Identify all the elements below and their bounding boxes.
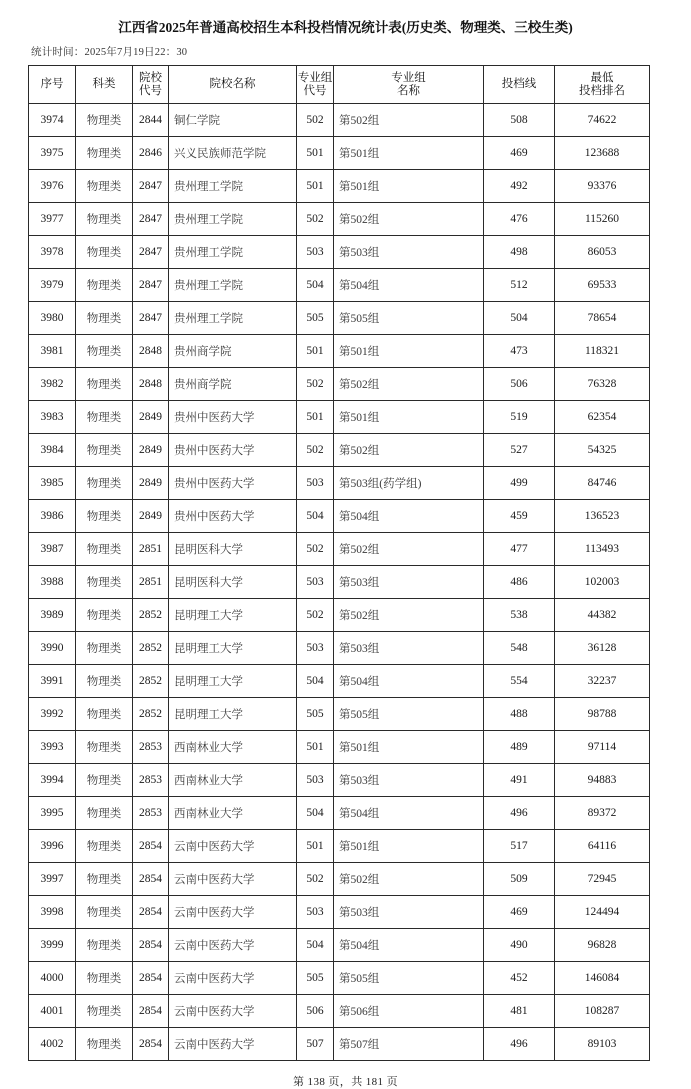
cell-lowest-rank: 102003 <box>555 566 650 599</box>
cell-score-line: 452 <box>484 962 555 995</box>
cell-score-line: 481 <box>484 995 555 1028</box>
cell-college-name: 云南中医药大学 <box>169 995 297 1028</box>
lowest-rank-line2: 投档排名 <box>579 84 625 97</box>
cell-sequence: 3998 <box>29 896 76 929</box>
table-row <box>29 632 650 665</box>
cell-category: 物理类 <box>76 698 133 731</box>
table-row <box>29 137 650 170</box>
cell-lowest-rank: 36128 <box>555 632 650 665</box>
cell-college-name: 云南中医药大学 <box>169 929 297 962</box>
cell-sequence: 3999 <box>29 929 76 962</box>
cell-group-code: 501 <box>297 170 334 203</box>
column-header-score-line: 投档线 <box>484 66 555 104</box>
cell-lowest-rank: 108287 <box>555 995 650 1028</box>
cell-lowest-rank: 124494 <box>555 896 650 929</box>
cell-category: 物理类 <box>76 665 133 698</box>
cell-sequence: 3975 <box>29 137 76 170</box>
cell-category: 物理类 <box>76 269 133 302</box>
cell-score-line: 548 <box>484 632 555 665</box>
cell-lowest-rank: 84746 <box>555 467 650 500</box>
cell-group-code: 503 <box>297 236 334 269</box>
cell-group-name: 第502组 <box>334 104 484 137</box>
cell-category: 物理类 <box>76 1028 133 1061</box>
cell-category: 物理类 <box>76 599 133 632</box>
cell-score-line: 512 <box>484 269 555 302</box>
cell-group-code: 503 <box>297 764 334 797</box>
cell-score-line: 486 <box>484 566 555 599</box>
cell-college-code: 2854 <box>133 863 169 896</box>
table-header <box>29 66 650 104</box>
table-row <box>29 599 650 632</box>
cell-group-code: 503 <box>297 566 334 599</box>
cell-college-name: 贵州中医药大学 <box>169 500 297 533</box>
cell-college-code: 2852 <box>133 599 169 632</box>
cell-group-name: 第505组 <box>334 962 484 995</box>
cell-group-name: 第502组 <box>334 599 484 632</box>
cell-college-name: 兴义民族师范学院 <box>169 137 297 170</box>
cell-group-name: 第503组 <box>334 236 484 269</box>
cell-score-line: 469 <box>484 896 555 929</box>
cell-sequence: 3991 <box>29 665 76 698</box>
cell-college-code: 2849 <box>133 434 169 467</box>
cell-group-code: 502 <box>297 863 334 896</box>
table-row <box>29 434 650 467</box>
cell-sequence: 3986 <box>29 500 76 533</box>
cell-lowest-rank: 78654 <box>555 302 650 335</box>
table-row <box>29 533 650 566</box>
group-code-line1: 专业组 <box>297 71 333 84</box>
cell-group-name: 第502组 <box>334 368 484 401</box>
cell-lowest-rank: 54325 <box>555 434 650 467</box>
cell-group-code: 504 <box>297 269 334 302</box>
cell-score-line: 496 <box>484 1028 555 1061</box>
cell-college-name: 贵州中医药大学 <box>169 401 297 434</box>
table-row <box>29 830 650 863</box>
cell-score-line: 508 <box>484 104 555 137</box>
cell-college-code: 2852 <box>133 632 169 665</box>
cell-category: 物理类 <box>76 731 133 764</box>
cell-college-code: 2847 <box>133 236 169 269</box>
cell-group-name: 第504组 <box>334 929 484 962</box>
cell-sequence: 3989 <box>29 599 76 632</box>
cell-lowest-rank: 89103 <box>555 1028 650 1061</box>
cell-score-line: 473 <box>484 335 555 368</box>
table-row <box>29 896 650 929</box>
cell-score-line: 488 <box>484 698 555 731</box>
cell-category: 物理类 <box>76 368 133 401</box>
cell-group-name: 第501组 <box>334 731 484 764</box>
cell-category: 物理类 <box>76 764 133 797</box>
cell-college-name: 云南中医药大学 <box>169 896 297 929</box>
cell-group-name: 第502组 <box>334 434 484 467</box>
statistics-time: 统计时间：2025年7月19日22：30 <box>31 47 188 58</box>
cell-group-code: 504 <box>297 929 334 962</box>
cell-lowest-rank: 69533 <box>555 269 650 302</box>
cell-college-code: 2854 <box>133 962 169 995</box>
cell-college-name: 贵州理工学院 <box>169 269 297 302</box>
table-row <box>29 1028 650 1061</box>
cell-group-name: 第504组 <box>334 665 484 698</box>
cell-group-name: 第505组 <box>334 302 484 335</box>
cell-score-line: 490 <box>484 929 555 962</box>
cell-category: 物理类 <box>76 797 133 830</box>
cell-group-code: 504 <box>297 665 334 698</box>
cell-lowest-rank: 72945 <box>555 863 650 896</box>
cell-lowest-rank: 86053 <box>555 236 650 269</box>
cell-sequence: 3980 <box>29 302 76 335</box>
cell-college-name: 贵州商学院 <box>169 335 297 368</box>
table-row <box>29 368 650 401</box>
cell-college-name: 昆明理工大学 <box>169 632 297 665</box>
cell-college-name: 昆明理工大学 <box>169 698 297 731</box>
table-row <box>29 698 650 731</box>
cell-category: 物理类 <box>76 335 133 368</box>
cell-college-code: 2854 <box>133 896 169 929</box>
table-row <box>29 335 650 368</box>
table-row <box>29 500 650 533</box>
cell-group-code: 505 <box>297 698 334 731</box>
cell-group-code: 503 <box>297 896 334 929</box>
cell-college-code: 2849 <box>133 467 169 500</box>
column-header-group-name <box>334 66 484 104</box>
table-row <box>29 467 650 500</box>
cell-group-code: 507 <box>297 1028 334 1061</box>
cell-college-code: 2853 <box>133 764 169 797</box>
cell-score-line: 496 <box>484 797 555 830</box>
cell-college-name: 西南林业大学 <box>169 764 297 797</box>
cell-score-line: 498 <box>484 236 555 269</box>
cell-category: 物理类 <box>76 830 133 863</box>
cell-college-name: 西南林业大学 <box>169 797 297 830</box>
cell-group-code: 501 <box>297 401 334 434</box>
cell-group-name: 第503组 <box>334 566 484 599</box>
page-footer: 第 138 页，共 181 页 <box>293 1076 398 1088</box>
cell-category: 物理类 <box>76 236 133 269</box>
cell-group-code: 503 <box>297 467 334 500</box>
cell-category: 物理类 <box>76 170 133 203</box>
cell-group-code: 502 <box>297 368 334 401</box>
cell-sequence: 3997 <box>29 863 76 896</box>
cell-lowest-rank: 94883 <box>555 764 650 797</box>
cell-group-name: 第503组(药学组) <box>334 467 484 500</box>
cell-category: 物理类 <box>76 302 133 335</box>
cell-college-name: 贵州理工学院 <box>169 302 297 335</box>
cell-lowest-rank: 74622 <box>555 104 650 137</box>
cell-group-name: 第502组 <box>334 203 484 236</box>
cell-sequence: 3976 <box>29 170 76 203</box>
cell-college-name: 铜仁学院 <box>169 104 297 137</box>
cell-category: 物理类 <box>76 467 133 500</box>
cell-group-code: 504 <box>297 797 334 830</box>
cell-college-code: 2848 <box>133 368 169 401</box>
cell-group-name: 第504组 <box>334 269 484 302</box>
cell-group-name: 第504组 <box>334 500 484 533</box>
cell-category: 物理类 <box>76 962 133 995</box>
cell-group-name: 第505组 <box>334 698 484 731</box>
cell-lowest-rank: 64116 <box>555 830 650 863</box>
cell-group-code: 506 <box>297 995 334 1028</box>
table-row <box>29 929 650 962</box>
cell-group-name: 第502组 <box>334 863 484 896</box>
cell-sequence: 3995 <box>29 797 76 830</box>
cell-group-name: 第501组 <box>334 335 484 368</box>
cell-college-code: 2849 <box>133 401 169 434</box>
cell-college-name: 贵州中医药大学 <box>169 434 297 467</box>
column-header-lowest-rank <box>555 66 650 104</box>
cell-group-code: 501 <box>297 731 334 764</box>
cell-sequence: 3978 <box>29 236 76 269</box>
cell-category: 物理类 <box>76 863 133 896</box>
cell-lowest-rank: 115260 <box>555 203 650 236</box>
cell-group-code: 501 <box>297 137 334 170</box>
cell-score-line: 469 <box>484 137 555 170</box>
cell-college-code: 2846 <box>133 137 169 170</box>
cell-category: 物理类 <box>76 401 133 434</box>
table-body <box>29 104 650 1061</box>
column-header-sequence: 序号 <box>29 66 76 104</box>
cell-group-code: 505 <box>297 302 334 335</box>
cell-college-code: 2851 <box>133 566 169 599</box>
cell-college-name: 贵州理工学院 <box>169 170 297 203</box>
cell-score-line: 517 <box>484 830 555 863</box>
cell-sequence: 3974 <box>29 104 76 137</box>
cell-college-code: 2849 <box>133 500 169 533</box>
cell-group-name: 第501组 <box>334 170 484 203</box>
cell-college-name: 贵州中医药大学 <box>169 467 297 500</box>
cell-college-name: 贵州理工学院 <box>169 203 297 236</box>
cell-group-code: 504 <box>297 500 334 533</box>
lowest-rank-line1: 最低 <box>590 71 614 84</box>
cell-college-code: 2853 <box>133 731 169 764</box>
cell-category: 物理类 <box>76 434 133 467</box>
cell-college-name: 昆明医科大学 <box>169 566 297 599</box>
cell-score-line: 459 <box>484 500 555 533</box>
cell-lowest-rank: 146084 <box>555 962 650 995</box>
cell-college-name: 昆明医科大学 <box>169 533 297 566</box>
cell-sequence: 3992 <box>29 698 76 731</box>
group-name-line1: 专业组 <box>391 71 426 84</box>
cell-lowest-rank: 89372 <box>555 797 650 830</box>
cell-group-name: 第507组 <box>334 1028 484 1061</box>
cell-score-line: 554 <box>484 665 555 698</box>
cell-college-name: 云南中医药大学 <box>169 1028 297 1061</box>
cell-college-code: 2854 <box>133 995 169 1028</box>
cell-group-code: 502 <box>297 203 334 236</box>
table-row <box>29 995 650 1028</box>
cell-category: 物理类 <box>76 566 133 599</box>
cell-score-line: 491 <box>484 764 555 797</box>
cell-college-code: 2854 <box>133 1028 169 1061</box>
cell-lowest-rank: 76328 <box>555 368 650 401</box>
cell-group-code: 502 <box>297 533 334 566</box>
cell-college-code: 2851 <box>133 533 169 566</box>
cell-score-line: 527 <box>484 434 555 467</box>
cell-college-name: 西南林业大学 <box>169 731 297 764</box>
cell-college-name: 昆明理工大学 <box>169 599 297 632</box>
table-row <box>29 797 650 830</box>
college-code-line1: 院校 <box>139 71 162 84</box>
cell-lowest-rank: 32237 <box>555 665 650 698</box>
table-row <box>29 302 650 335</box>
cell-score-line: 476 <box>484 203 555 236</box>
table-row <box>29 863 650 896</box>
cell-college-code: 2854 <box>133 830 169 863</box>
cell-category: 物理类 <box>76 203 133 236</box>
cell-group-name: 第501组 <box>334 401 484 434</box>
cell-sequence: 3990 <box>29 632 76 665</box>
table-row <box>29 566 650 599</box>
cell-category: 物理类 <box>76 500 133 533</box>
cell-lowest-rank: 113493 <box>555 533 650 566</box>
cell-group-code: 501 <box>297 830 334 863</box>
cell-lowest-rank: 98788 <box>555 698 650 731</box>
cell-category: 物理类 <box>76 632 133 665</box>
table-row <box>29 962 650 995</box>
cell-sequence: 3985 <box>29 467 76 500</box>
cell-college-code: 2847 <box>133 302 169 335</box>
cell-college-code: 2852 <box>133 698 169 731</box>
cell-score-line: 509 <box>484 863 555 896</box>
cell-sequence: 3984 <box>29 434 76 467</box>
cell-sequence: 3996 <box>29 830 76 863</box>
cell-lowest-rank: 136523 <box>555 500 650 533</box>
cell-lowest-rank: 123688 <box>555 137 650 170</box>
cell-college-name: 云南中医药大学 <box>169 863 297 896</box>
cell-lowest-rank: 118321 <box>555 335 650 368</box>
cell-sequence: 3993 <box>29 731 76 764</box>
column-header-group-code <box>297 66 334 104</box>
cell-sequence: 3979 <box>29 269 76 302</box>
college-code-line2: 代号 <box>139 84 162 97</box>
cell-sequence: 3988 <box>29 566 76 599</box>
cell-group-code: 502 <box>297 599 334 632</box>
cell-score-line: 519 <box>484 401 555 434</box>
cell-group-name: 第504组 <box>334 797 484 830</box>
cell-score-line: 489 <box>484 731 555 764</box>
cell-category: 物理类 <box>76 995 133 1028</box>
cell-sequence: 4002 <box>29 1028 76 1061</box>
cell-score-line: 499 <box>484 467 555 500</box>
cell-score-line: 506 <box>484 368 555 401</box>
column-header-category: 科类 <box>76 66 133 104</box>
group-code-line2: 代号 <box>303 84 327 97</box>
cell-lowest-rank: 44382 <box>555 599 650 632</box>
table-row <box>29 170 650 203</box>
cell-lowest-rank: 93376 <box>555 170 650 203</box>
cell-group-name: 第506组 <box>334 995 484 1028</box>
table-row <box>29 269 650 302</box>
cell-group-name: 第503组 <box>334 896 484 929</box>
cell-college-code: 2853 <box>133 797 169 830</box>
table-header-row <box>29 66 650 104</box>
cell-college-code: 2844 <box>133 104 169 137</box>
cell-college-name: 云南中医药大学 <box>169 962 297 995</box>
table-row <box>29 236 650 269</box>
cell-college-code: 2847 <box>133 269 169 302</box>
cell-lowest-rank: 62354 <box>555 401 650 434</box>
cell-college-code: 2854 <box>133 929 169 962</box>
cell-sequence: 3977 <box>29 203 76 236</box>
cell-group-name: 第503组 <box>334 632 484 665</box>
cell-score-line: 504 <box>484 302 555 335</box>
cell-sequence: 4000 <box>29 962 76 995</box>
cell-college-code: 2852 <box>133 665 169 698</box>
cell-category: 物理类 <box>76 929 133 962</box>
cell-score-line: 477 <box>484 533 555 566</box>
cell-lowest-rank: 96828 <box>555 929 650 962</box>
table-row <box>29 665 650 698</box>
cell-score-line: 538 <box>484 599 555 632</box>
cell-college-name: 昆明理工大学 <box>169 665 297 698</box>
cell-category: 物理类 <box>76 104 133 137</box>
cell-group-code: 502 <box>297 104 334 137</box>
cell-category: 物理类 <box>76 896 133 929</box>
cell-lowest-rank: 97114 <box>555 731 650 764</box>
page-title: 江西省2025年普通高校招生本科投档情况统计表(历史类、物理类、三校生类) <box>118 20 573 35</box>
cell-college-code: 2848 <box>133 335 169 368</box>
table-row <box>29 203 650 236</box>
cell-group-name: 第501组 <box>334 830 484 863</box>
cell-sequence: 3982 <box>29 368 76 401</box>
cell-college-name: 贵州理工学院 <box>169 236 297 269</box>
cell-sequence: 4001 <box>29 995 76 1028</box>
cell-college-name: 贵州商学院 <box>169 368 297 401</box>
admission-score-table <box>28 65 650 1061</box>
cell-sequence: 3994 <box>29 764 76 797</box>
cell-sequence: 3987 <box>29 533 76 566</box>
cell-group-code: 503 <box>297 632 334 665</box>
column-header-college-code <box>133 66 169 104</box>
cell-college-code: 2847 <box>133 203 169 236</box>
column-header-college-name: 院校名称 <box>169 66 297 104</box>
cell-group-code: 502 <box>297 434 334 467</box>
cell-category: 物理类 <box>76 137 133 170</box>
cell-group-name: 第502组 <box>334 533 484 566</box>
cell-score-line: 492 <box>484 170 555 203</box>
table-row <box>29 731 650 764</box>
cell-sequence: 3983 <box>29 401 76 434</box>
cell-college-name: 云南中医药大学 <box>169 830 297 863</box>
cell-group-name: 第503组 <box>334 764 484 797</box>
table-row <box>29 401 650 434</box>
table-row <box>29 764 650 797</box>
table-row <box>29 104 650 137</box>
cell-category: 物理类 <box>76 533 133 566</box>
cell-college-code: 2847 <box>133 170 169 203</box>
cell-group-name: 第501组 <box>334 137 484 170</box>
cell-sequence: 3981 <box>29 335 76 368</box>
cell-group-code: 505 <box>297 962 334 995</box>
cell-group-code: 501 <box>297 335 334 368</box>
group-name-line2: 名称 <box>397 84 420 97</box>
